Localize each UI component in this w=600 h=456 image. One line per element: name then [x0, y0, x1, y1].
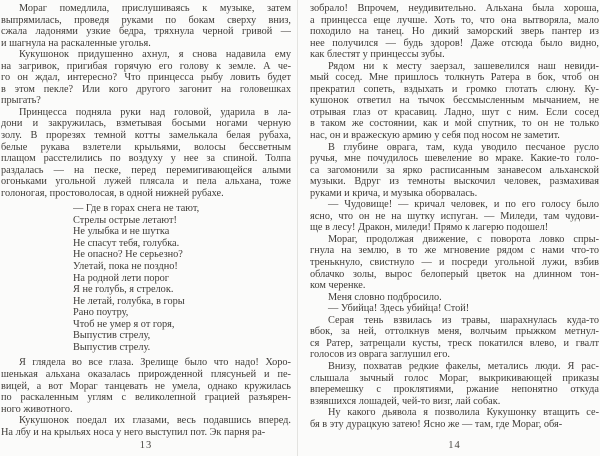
paragraph-block — [1, 3, 291, 49]
text-line: В глубине оврага, там, куда уводило песчаное русло — [328, 141, 599, 153]
text-line: огоньками угольной лужей плясала и пела альхана, тоже — [1, 176, 291, 188]
text-line: Ну какого дьявола я позволила Кукушонку втащить се- — [328, 407, 599, 419]
verse-line: — Где в горах снега не тают, — [73, 203, 200, 215]
page-right — [310, 0, 599, 456]
verse-line: Чтоб не умер я от горя, — [73, 318, 175, 330]
text-line: голосов из оврага заглушил его. — [310, 349, 450, 361]
verse-line: Рано поутру, — [73, 307, 129, 319]
text-line: облачко золы, вырос белоперый цветок на длинном тон- — [310, 268, 599, 280]
text-line: Меня словно подбросило. — [328, 291, 442, 303]
page-number-right: 14 — [448, 440, 461, 452]
text-line: ком черенке. — [310, 280, 366, 292]
paragraph-block — [310, 142, 599, 200]
text-line: тренькнуло, свистнуло — и посреди угольной лужи, взбив — [310, 257, 599, 269]
text-line: голоногая, простоволосая, в одной нижней рубахе. — [1, 187, 224, 199]
text-line: ного животного. — [1, 403, 73, 415]
verse-block — [73, 203, 291, 353]
text-line: слышала зычный голос Мораг, выкрикивающей приказы — [310, 372, 599, 384]
page-number-left: 13 — [139, 440, 153, 452]
verse-line: Не летай, голубка, в горы — [73, 295, 185, 307]
text-line: шенькая альхана оказалась прирожденной плясуньей и пе- — [1, 368, 291, 380]
text-line: Мораг помедлила, прислушиваясь к музыке, затем — [19, 3, 291, 14]
text-line: ся Ратер, затрещали кусты, треск покатился влево, и гвалт — [310, 337, 599, 349]
paragraph-block — [310, 61, 599, 142]
page-right-text — [310, 0, 599, 430]
verse-line: Не улыбка и не шутка — [73, 226, 170, 238]
text-line: на загривок, пригибая горячую его голову к земле. А че- — [1, 60, 291, 72]
paragraph-block — [310, 3, 599, 61]
paragraph-block — [310, 315, 599, 361]
verse-line: Выпустив стрелу. — [73, 341, 151, 353]
text-line: белые рукава взлетели крыльями, волосы бессветным — [1, 141, 291, 153]
text-line: золу. В прорезях темной котты замелькала белая рубаха, — [1, 130, 291, 142]
text-line: нее получился — будь здоров! Даже отсюда было видно, — [310, 37, 599, 49]
verse-line: Не опасно? Не серьезно? — [73, 249, 183, 261]
text-line: сжала ладонями узкие бедра, тряхнула черной гривой — — [1, 26, 291, 38]
text-line: Серая тень взвилась из травы, шарахнулась куда-то — [328, 314, 599, 326]
paragraph-block — [1, 415, 291, 438]
text-line: — Убийца! Здесь убийца! Стой! — [328, 303, 470, 315]
paragraph-block — [310, 234, 599, 292]
page-left — [1, 0, 291, 456]
text-line: ясно, что он не на шутку испуган. — Миледи, там чудови- — [310, 210, 599, 222]
text-line: — Чудовище! — кричал человек, и по его голосу было — [328, 199, 599, 211]
text-line: руками и крича, и музыка оборвалась. — [310, 187, 478, 199]
text-line: бя в эту дурацкую затею! Ясно же — там, где Мораг, обя- — [310, 418, 563, 430]
text-line: ще в лесу! Дракон, миледи! Прямо к лагерю подошел! — [310, 222, 549, 234]
text-line: На лбу и на крыльях носа у него выступил пот. Эк парня ра- — [1, 426, 266, 438]
paragraph-block — [310, 407, 599, 430]
text-line: са загомонили за ярко расписанным занавесом альханской — [310, 164, 599, 176]
text-line: Рядом ни к месту заерзал, зашевелился наш невиди- — [328, 60, 599, 72]
text-line: вицей, а вот Мораг танцевать не умела, однако кружилась — [1, 380, 291, 392]
paragraph-block — [310, 199, 599, 234]
paragraph-block — [1, 49, 291, 107]
text-line: вбок, за ней, оттолкнув меня, волчьим прыжком метнул- — [310, 326, 599, 338]
text-line: мый сосед. Мне пришлось толкнуть Ратера в бок, чтоб он — [310, 72, 599, 84]
verse-line: Я не голубь, я стрелок. — [73, 284, 174, 296]
verse-line: Не спасут тебя, голубка. — [73, 237, 180, 249]
text-line: нас, он и вражескую армию у себя под носом не заметит. — [310, 130, 560, 142]
text-line: музыки. Вдруг из темноты выскочил человек, размахивая — [310, 176, 599, 188]
text-line: ручья, мне почудилось шевеление во мраке. Какие-то голо- — [310, 153, 599, 165]
paragraph-block — [1, 107, 291, 199]
paragraph-block — [310, 292, 599, 304]
text-line: выпрямилась, проведя руками по бокам сверху вниз, — [1, 14, 291, 26]
paragraph-block — [1, 357, 291, 415]
text-line: Внизу, похватав редкие факелы, метались люди. Я рас- — [328, 360, 599, 372]
text-line: в таком же состоянии, как и мой спутник, то он не только — [310, 118, 599, 130]
verse-line: Улетай, пока не поздно! — [73, 261, 178, 273]
text-line: Кукушонок поедал их глазами, весь подавшись вперед. — [19, 415, 291, 427]
text-line: а принцесса еще лучше. Хоть то, что она вытворяла, мало — [310, 14, 599, 26]
text-line: раздалась — на песке, перед перемигивающейся алыми — [1, 164, 291, 176]
text-line: Принцесса подняла руки над головой, ударила в ла- — [19, 106, 291, 118]
paragraph-block — [310, 361, 599, 407]
text-line: Я глядела во все глаза. Зрелище было что надо! Хоро- — [19, 357, 291, 369]
page-left-text — [1, 0, 291, 438]
text-line: вперемешку с проклятиями, ржание непонятно откуда — [310, 384, 599, 396]
text-line: плащом расстелились по воздуху у нее за спиной. Толпа — [1, 153, 291, 165]
text-line: Мораг, продолжая движение, с поворота ловко спры- — [328, 233, 599, 245]
text-line: дони и закружилась, взметывая босыми ногами черную — [1, 118, 291, 130]
verse-line: Стрелы острые летают! — [73, 214, 177, 226]
text-line: кушонок ответил на тычок бессмысленным мычанием, не — [310, 95, 599, 107]
page-divider — [297, 0, 298, 456]
text-line: гнула на землю, в то же мгновение рядом с нами что-то — [310, 245, 599, 257]
text-line: зобрало! Впрочем, неудивительно. Альхана была хороша, — [310, 3, 599, 14]
text-line: взявшихся лошадей, чей-то визг, лай собак. — [310, 395, 501, 407]
text-line: походило на танец. Но дикий заморский зверь пантер из — [310, 26, 599, 38]
text-line: как блестят у принцессы зубы. — [310, 49, 445, 61]
text-line: прыгать? — [1, 95, 41, 107]
text-line: отрывая глаз от красавиц. Ладно, шут с ним. Если сосед — [310, 106, 599, 118]
verse-line: Выпустив стрелу, — [73, 330, 151, 342]
text-line: и шагнула на раскаленные уголья. — [1, 37, 151, 49]
text-line: по раскаленным углям с великолепной грацией разъярен- — [1, 392, 291, 404]
text-line: Кукушонок придушенно ахнул, я снова надавила ему — [19, 49, 291, 61]
verse-line: На родной лети порог — [73, 272, 170, 284]
paragraph-block — [310, 303, 599, 315]
text-line: го он ждал, интересно? Что принцесса рыбу ловить будет — [1, 72, 291, 84]
text-line: в этом пекле? Или кого другого загонит на головешках — [1, 83, 291, 95]
text-line: прекратил сопеть, вздыхать и громко глотать слюну. Ку- — [310, 83, 599, 95]
